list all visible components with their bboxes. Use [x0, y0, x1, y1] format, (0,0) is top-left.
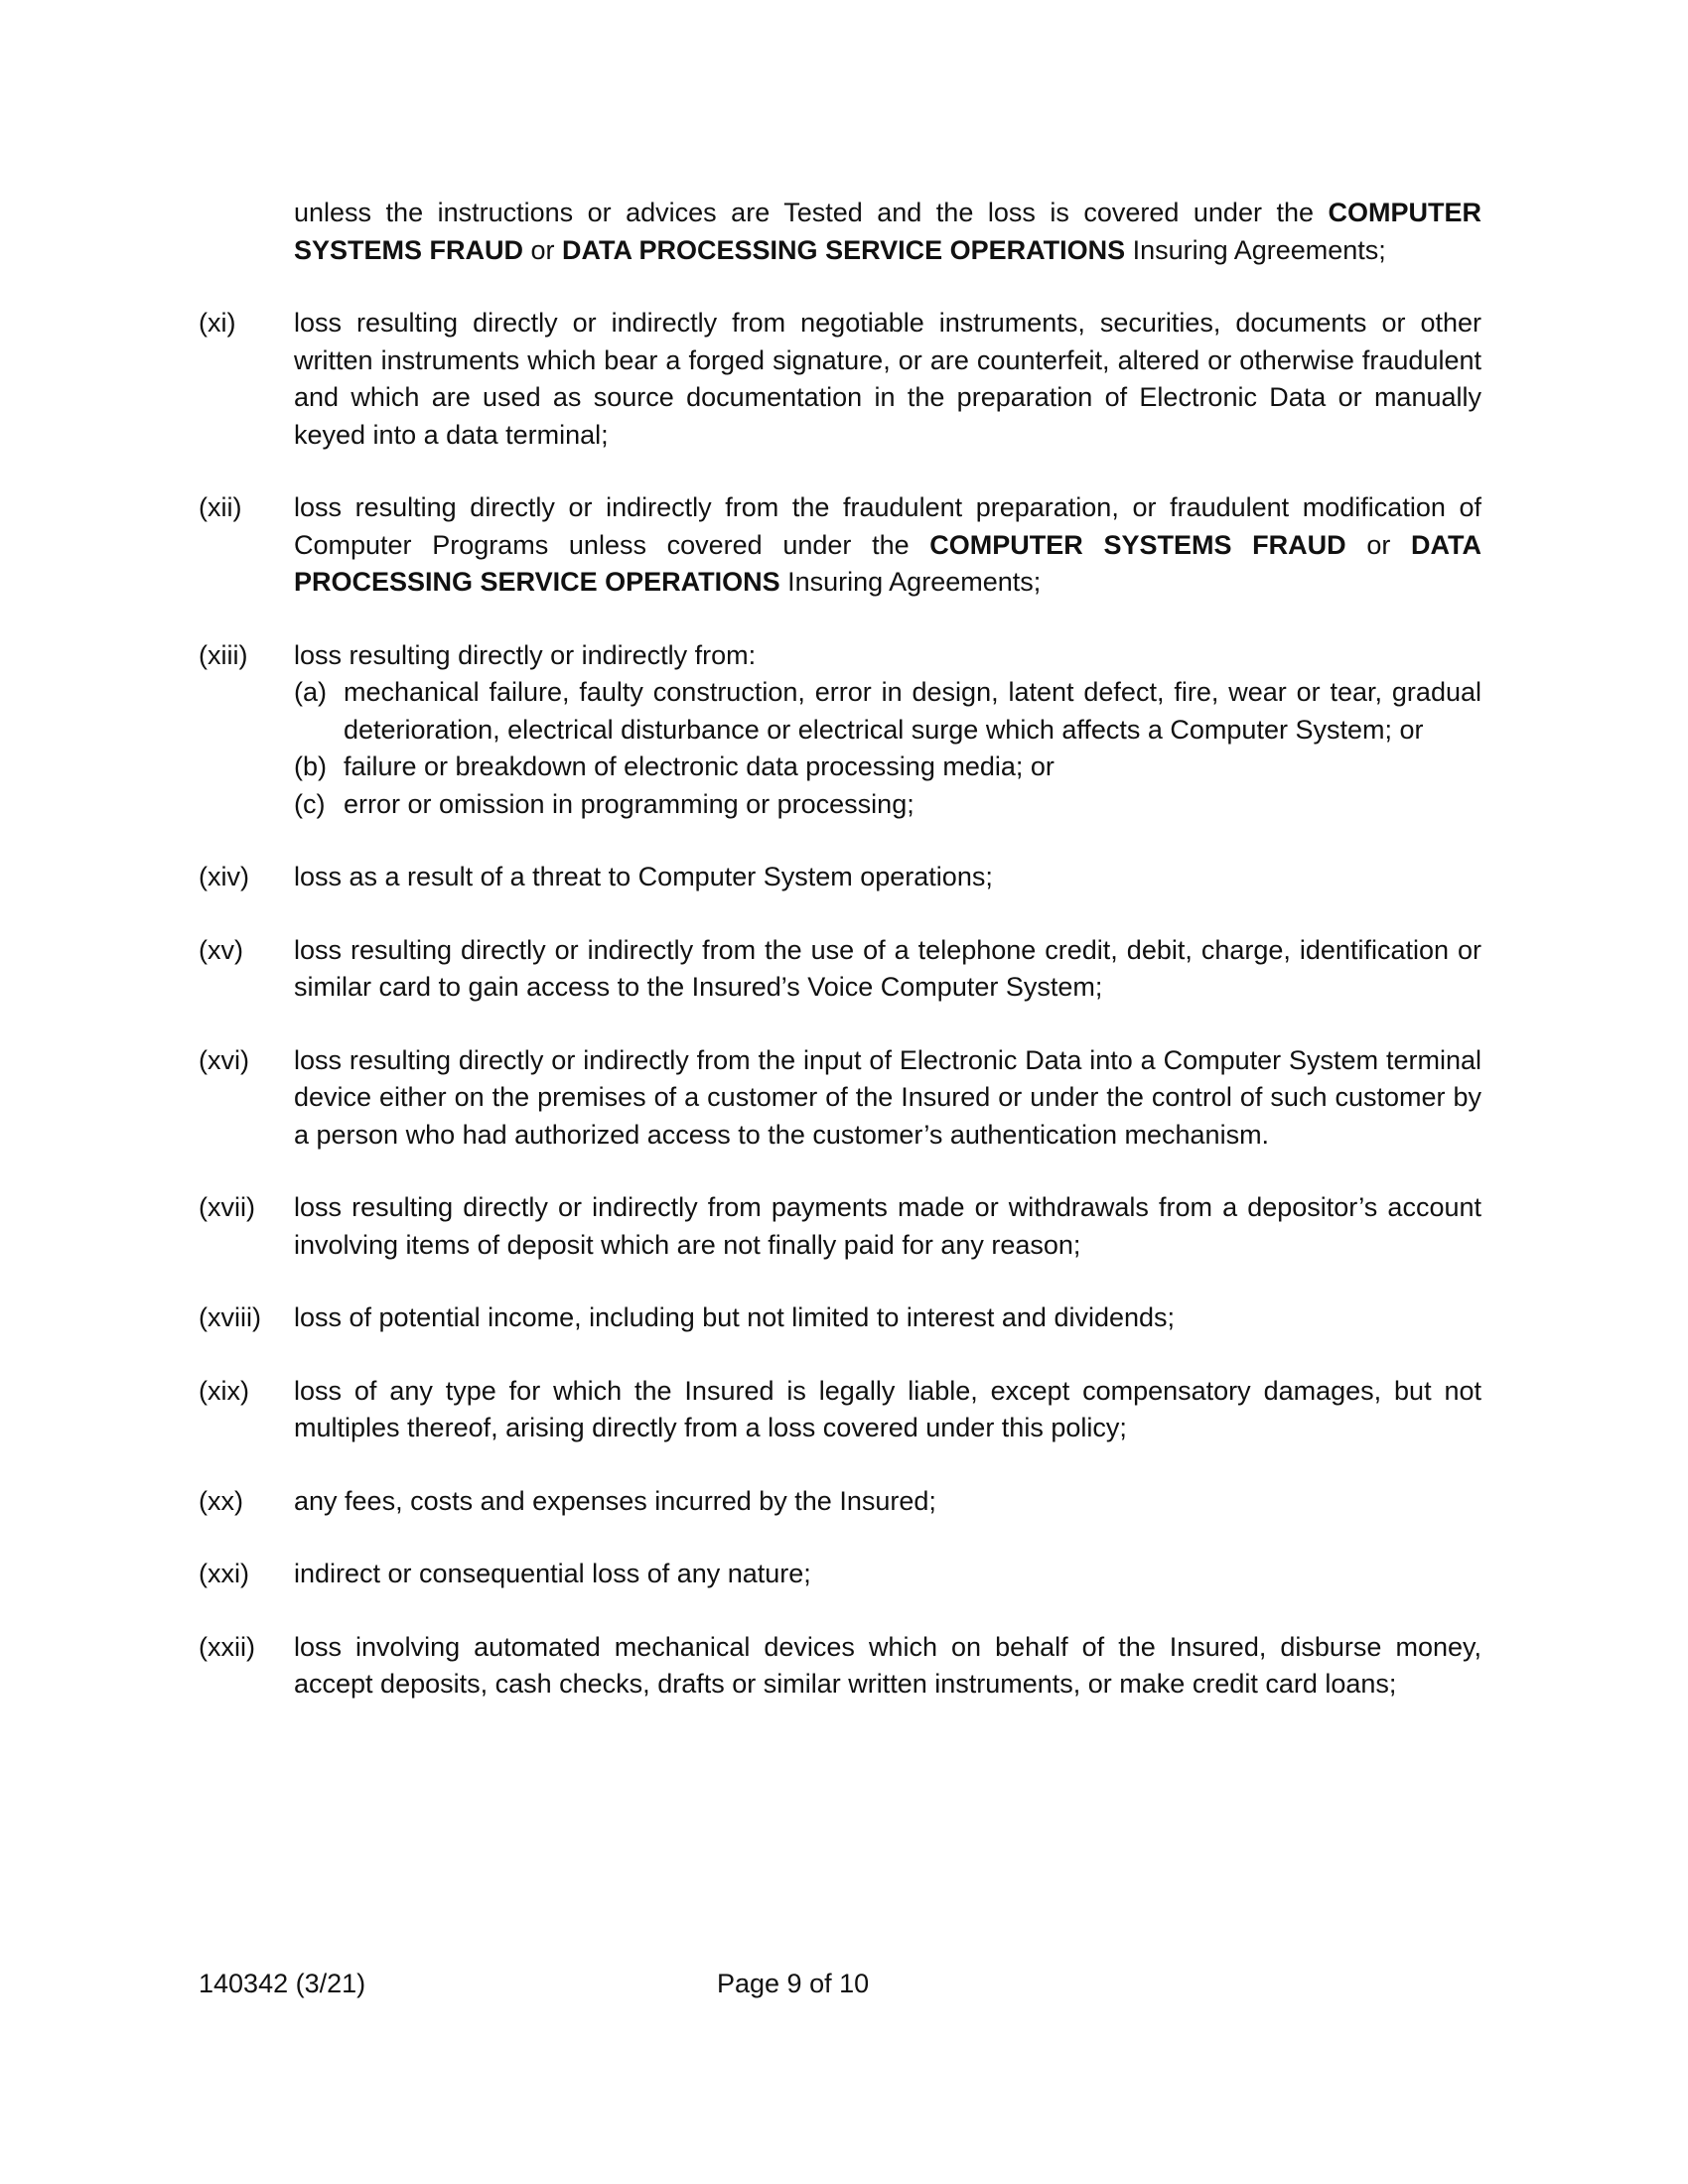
intro-text-3: Insuring Agreements;: [1125, 234, 1386, 265]
exclusions-content: [199, 195, 1481, 1704]
intro-paragraph: [294, 195, 1481, 269]
exclusion-xix: [199, 1373, 1481, 1447]
item-number: (xiii): [199, 639, 248, 670]
intro-text-2: or: [523, 234, 563, 265]
item-bold-1: COMPUTER SYSTEMS FRAUD: [929, 529, 1346, 560]
item-number: (xv): [199, 934, 243, 965]
item-text: loss resulting directly or indirectly from payments made or withdrawals from a depositor’s account involving items of deposit which are not finally paid for any reason;: [294, 1192, 1481, 1260]
item-text: loss resulting directly or indirectly from the input of Electronic Data into a Computer System terminal device either on the premises of a customer of the Insured or under the control of such customer by a person who had authorized access to the customer’s authentication mechanism.: [294, 1044, 1481, 1150]
subitem-b: [294, 749, 1481, 786]
item-number: (xxi): [199, 1559, 249, 1588]
exclusion-xvii: [199, 1189, 1481, 1264]
item-text: loss involving automated mechanical devices which on behalf of the Insured, disburse money, accept deposits, cash checks, drafts or similar written instruments, or make credit card loans;: [294, 1631, 1481, 1699]
exclusion-xxii: [199, 1629, 1481, 1704]
item-lead: loss resulting directly or indirectly from:: [294, 639, 757, 670]
item-number: (xx): [199, 1485, 243, 1516]
exclusion-xi: [199, 305, 1481, 454]
intro-text-1: unless the instructions or advices are Tested and the loss is covered under the: [294, 198, 1329, 227]
item-text: [294, 489, 1481, 602]
subitem-text: mechanical failure, faulty construction, error in design, latent defect, fire, wear or tear, gradual deterioration, electrical disturbance or electrical surge which affects a Computer System; or: [344, 677, 1481, 745]
item-number: (xviii): [199, 1302, 261, 1332]
item-text: loss of potential income, including but not limited to interest and dividends;: [294, 1302, 1176, 1332]
form-number: 140342 (3/21): [199, 1969, 366, 1998]
exclusion-xvi: [199, 1042, 1481, 1155]
subitem-c: [294, 786, 1481, 824]
intro-bold-2: DATA PROCESSING SERVICE OPERATIONS: [562, 234, 1126, 265]
item-number: (xi): [199, 308, 236, 338]
item-number: (xvi): [199, 1044, 249, 1075]
item-number: (xix): [199, 1375, 249, 1406]
item-number: (xii): [199, 492, 242, 522]
subitem-label: (c): [294, 788, 326, 819]
exclusion-xviii: [199, 1299, 1481, 1337]
exclusion-xv: [199, 932, 1481, 1007]
page-number: Page 9 of 10: [717, 1969, 870, 1998]
subitem-a: [294, 674, 1481, 749]
item-text: indirect or consequential loss of any nature;: [294, 1559, 811, 1588]
item-text-1: loss resulting directly or indirectly from the fraudulent preparation, or fraudulent modification of Computer Programs unless covered under the: [294, 492, 1481, 560]
subitem-label: (a): [294, 677, 327, 707]
exclusion-xxi: [199, 1556, 1481, 1593]
item-text: loss as a result of a threat to Computer System operations;: [294, 862, 993, 891]
item-number: (xxii): [199, 1631, 255, 1662]
item-bold-2: DATA PROCESSING SERVICE OPERATIONS: [294, 529, 1481, 597]
item-text-3: Insuring Agreements;: [779, 567, 1042, 597]
subitem-text: error or omission in programming or processing;: [344, 788, 914, 819]
item-text: loss resulting directly or indirectly from negotiable instruments, securities, documents or other written instruments which bear a forged signature, or are counterfeit, altered or otherwise fraudulent and which are used as source documentation in the preparation of Electronic Data or manually keyed into a data terminal;: [294, 308, 1481, 450]
subitem-label: (b): [294, 751, 327, 781]
item-text: any fees, costs and expenses incurred by the Insured;: [294, 1485, 936, 1516]
item-number: (xvii): [199, 1192, 255, 1222]
intro-bold-1: COMPUTER SYSTEMS FRAUD: [294, 198, 1481, 265]
exclusion-xx: [199, 1483, 1481, 1521]
item-number: (xiv): [199, 862, 249, 891]
item-text-2: or: [1345, 529, 1412, 560]
item-text: loss of any type for which the Insured is legally liable, except compensatory damages, but not multiples thereof, arising directly from a loss covered under this policy;: [294, 1375, 1481, 1442]
subitem-text: failure or breakdown of electronic data processing media; or: [344, 751, 1055, 781]
exclusion-xii: [199, 489, 1481, 602]
exclusion-xiii: [199, 637, 1481, 824]
item-text: [294, 637, 1481, 824]
item-text: loss resulting directly or indirectly from the use of a telephone credit, debit, charge, identification or similar card to gain access to the Insured’s Voice Computer System;: [294, 934, 1481, 1002]
exclusion-xiv: [199, 859, 1481, 896]
